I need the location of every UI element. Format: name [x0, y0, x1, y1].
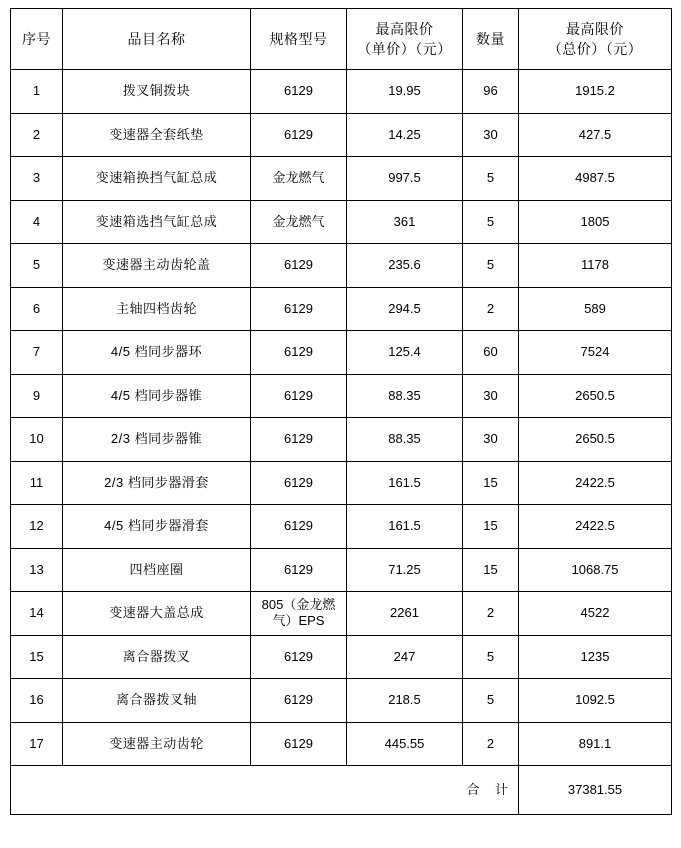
- cell-qty: 30: [463, 374, 519, 418]
- cell-spec: 金龙燃气: [251, 200, 347, 244]
- cell-unit-price: 247: [347, 635, 463, 679]
- cell-qty: 15: [463, 548, 519, 592]
- header-spec-line1: 规格型号: [269, 30, 328, 47]
- cell-no: 6: [11, 287, 63, 331]
- total-value: 37381.55: [519, 766, 672, 815]
- cell-no: 17: [11, 722, 63, 766]
- header-no-line1: 序号: [22, 30, 51, 47]
- header-cell-unit-price: [347, 9, 463, 70]
- header-cell-spec: [251, 9, 347, 70]
- table-row: [11, 287, 672, 331]
- cell-unit-price: 218.5: [347, 679, 463, 723]
- cell-unit-price: 125.4: [347, 331, 463, 375]
- table-row: [11, 331, 672, 375]
- header-unit-price-line1: 最高限价: [375, 20, 434, 37]
- cell-no: 7: [11, 331, 63, 375]
- cell-unit-price: 19.95: [347, 70, 463, 114]
- cell-name: 四档座圈: [63, 548, 251, 592]
- cell-name: 变速箱换挡气缸总成: [63, 157, 251, 201]
- cell-qty: 30: [463, 113, 519, 157]
- cell-no: 16: [11, 679, 63, 723]
- cell-qty: 5: [463, 200, 519, 244]
- cell-unit-price: 161.5: [347, 505, 463, 549]
- table-row: [11, 505, 672, 549]
- cell-spec: 6129: [251, 722, 347, 766]
- cell-qty: 30: [463, 418, 519, 462]
- cell-total: 2422.5: [519, 461, 672, 505]
- table-row: [11, 157, 672, 201]
- cell-name: 变速器主动齿轮盖: [63, 244, 251, 288]
- header-unit-price-line2: （单价）（元）: [357, 41, 452, 57]
- cell-name: 变速箱选挡气缸总成: [63, 200, 251, 244]
- cell-name: 4/5 档同步器滑套: [63, 505, 251, 549]
- cell-unit-price: 161.5: [347, 461, 463, 505]
- header-cell-total-price: [519, 9, 672, 70]
- cell-unit-price: 361: [347, 200, 463, 244]
- header-qty-line1: 数量: [476, 30, 505, 47]
- cell-name: 主轴四档齿轮: [63, 287, 251, 331]
- cell-no: 4: [11, 200, 63, 244]
- cell-name: 2/3 档同步器滑套: [63, 461, 251, 505]
- cell-no: 9: [11, 374, 63, 418]
- cell-no: 13: [11, 548, 63, 592]
- header-cell-name: [63, 9, 251, 70]
- cell-name: 离合器拨叉: [63, 635, 251, 679]
- cell-spec: 6129: [251, 635, 347, 679]
- footer-blank-2: [63, 766, 251, 815]
- cell-name: 4/5 档同步器锥: [63, 374, 251, 418]
- cell-no: 11: [11, 461, 63, 505]
- cell-name: 拨叉铜拨块: [63, 70, 251, 114]
- cell-qty: 2: [463, 287, 519, 331]
- cell-spec: 6129: [251, 70, 347, 114]
- header-name-line1: 品目名称: [127, 30, 186, 47]
- cell-no: 2: [11, 113, 63, 157]
- cell-spec: 金龙燃气: [251, 157, 347, 201]
- cell-spec: 805（金龙燃气）EPS: [251, 592, 347, 636]
- cell-unit-price: 88.35: [347, 418, 463, 462]
- cell-total: 1178: [519, 244, 672, 288]
- cell-no: 1: [11, 70, 63, 114]
- footer-blank-3: [251, 766, 347, 815]
- cell-name: 变速器主动齿轮: [63, 722, 251, 766]
- cell-total: 1915.2: [519, 70, 672, 114]
- cell-qty: 5: [463, 679, 519, 723]
- cell-total: 4522: [519, 592, 672, 636]
- table-row: [11, 635, 672, 679]
- table-row: [11, 374, 672, 418]
- cell-no: 14: [11, 592, 63, 636]
- table-row: [11, 722, 672, 766]
- table-row: [11, 679, 672, 723]
- cell-no: 3: [11, 157, 63, 201]
- table-row: [11, 70, 672, 114]
- table-body: [11, 70, 672, 766]
- cell-qty: 5: [463, 157, 519, 201]
- cell-no: 5: [11, 244, 63, 288]
- cell-spec: 6129: [251, 244, 347, 288]
- cell-total: 7524: [519, 331, 672, 375]
- table-row: [11, 592, 672, 636]
- cell-unit-price: 294.5: [347, 287, 463, 331]
- price-limit-table: [10, 8, 672, 815]
- cell-qty: 60: [463, 331, 519, 375]
- cell-unit-price: 997.5: [347, 157, 463, 201]
- cell-no: 10: [11, 418, 63, 462]
- cell-spec: 6129: [251, 331, 347, 375]
- table-header: [11, 9, 672, 70]
- cell-spec: 6129: [251, 548, 347, 592]
- cell-spec: 6129: [251, 113, 347, 157]
- cell-unit-price: 88.35: [347, 374, 463, 418]
- header-cell-qty: [463, 9, 519, 70]
- cell-total: 891.1: [519, 722, 672, 766]
- cell-total: 2650.5: [519, 418, 672, 462]
- cell-spec: 6129: [251, 418, 347, 462]
- cell-qty: 15: [463, 461, 519, 505]
- cell-total: 2422.5: [519, 505, 672, 549]
- total-label: 合 计: [463, 766, 519, 815]
- cell-total: 4987.5: [519, 157, 672, 201]
- header-total-price-line1: 最高限价: [566, 20, 624, 37]
- footer-row: [11, 766, 672, 815]
- table-row: [11, 548, 672, 592]
- cell-total: 589: [519, 287, 672, 331]
- cell-spec: 6129: [251, 679, 347, 723]
- cell-total: 2650.5: [519, 374, 672, 418]
- cell-total: 427.5: [519, 113, 672, 157]
- cell-spec: 6129: [251, 374, 347, 418]
- cell-qty: 5: [463, 244, 519, 288]
- table-row: [11, 244, 672, 288]
- cell-unit-price: 235.6: [347, 244, 463, 288]
- cell-unit-price: 71.25: [347, 548, 463, 592]
- cell-spec: 6129: [251, 461, 347, 505]
- cell-spec: 6129: [251, 287, 347, 331]
- cell-name: 变速器大盖总成: [63, 592, 251, 636]
- cell-total: 1235: [519, 635, 672, 679]
- cell-spec: 6129: [251, 505, 347, 549]
- table-footer: [11, 766, 672, 815]
- cell-qty: 2: [463, 722, 519, 766]
- cell-qty: 5: [463, 635, 519, 679]
- cell-total: 1068.75: [519, 548, 672, 592]
- cell-total: 1092.5: [519, 679, 672, 723]
- cell-no: 15: [11, 635, 63, 679]
- table-row: [11, 200, 672, 244]
- table-row: [11, 113, 672, 157]
- cell-unit-price: 2261: [347, 592, 463, 636]
- table-row: [11, 418, 672, 462]
- cell-no: 12: [11, 505, 63, 549]
- cell-qty: 2: [463, 592, 519, 636]
- header-row: [11, 9, 672, 70]
- cell-name: 变速器全套纸垫: [63, 113, 251, 157]
- header-cell-no: [11, 9, 63, 70]
- cell-qty: 96: [463, 70, 519, 114]
- cell-unit-price: 445.55: [347, 722, 463, 766]
- cell-name: 4/5 档同步器环: [63, 331, 251, 375]
- header-total-price-line2: （总价）（元）: [547, 41, 643, 57]
- cell-unit-price: 14.25: [347, 113, 463, 157]
- footer-blank-4: [347, 766, 463, 815]
- cell-name: 2/3 档同步器锥: [63, 418, 251, 462]
- footer-blank-1: [11, 766, 63, 815]
- cell-qty: 15: [463, 505, 519, 549]
- cell-name: 离合器拨叉轴: [63, 679, 251, 723]
- table-row: [11, 461, 672, 505]
- cell-total: 1805: [519, 200, 672, 244]
